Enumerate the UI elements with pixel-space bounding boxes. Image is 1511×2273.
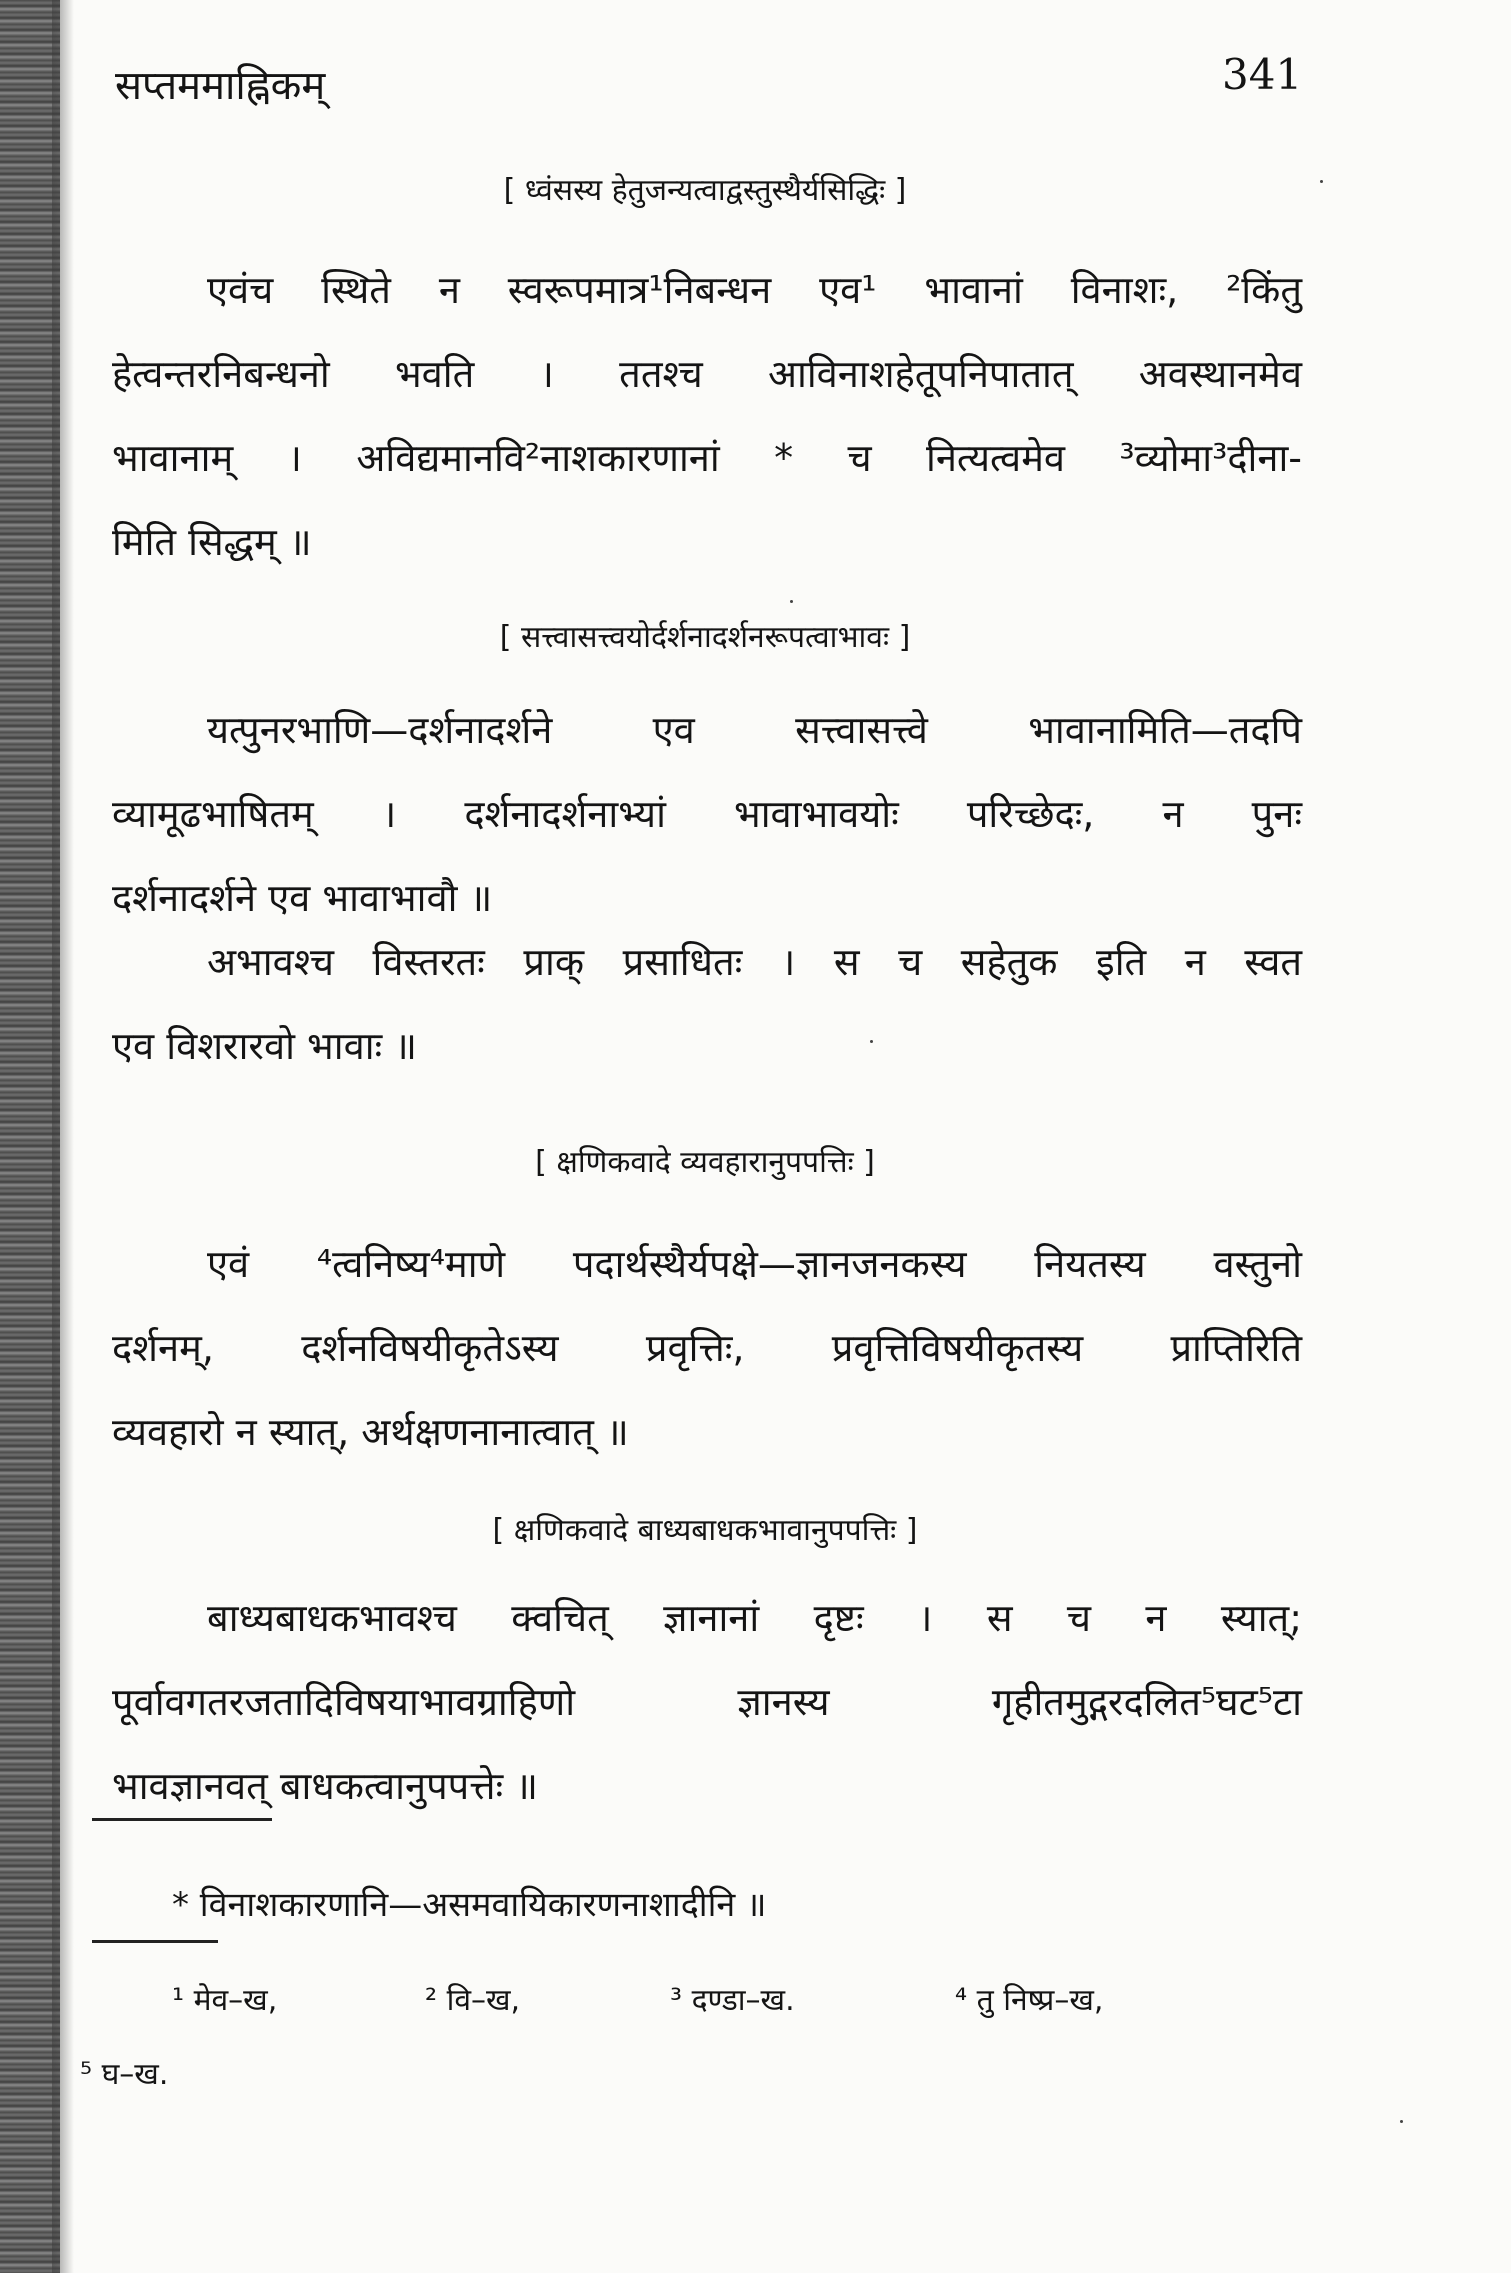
text-line: व्यामूढभाषितम् । दर्शनादर्शनाभ्यां भावाभावयोः परिच्छेदः, न पुनः xyxy=(112,792,1302,836)
variants-rule xyxy=(92,1940,218,1943)
section-heading: [ ध्वंसस्य हेतुजन्यत्वाद्वस्तुस्थैर्यसिद्धिः ] xyxy=(503,173,907,208)
scan-speck xyxy=(1400,2120,1403,2123)
book-spine-shadow xyxy=(0,0,60,2273)
variant-reading: ³ दण्डा–ख. xyxy=(670,1983,795,2018)
footnote: * विनाशकारणानि—असमवायिकारणनाशादीनि ॥ xyxy=(172,1885,767,1925)
text-line: हेत्वन्तरनिबन्धनो भवति । ततश्च आविनाशहेतूपनिपातात् अवस्थानमेव xyxy=(112,352,1302,396)
variant-reading: ⁵ घ–ख. xyxy=(80,2057,169,2092)
section-heading: [ क्षणिकवादे बाध्यबाधकभावानुपपत्तिः ] xyxy=(492,1513,918,1548)
text-line: व्यवहारो न स्यात्, अर्थक्षणनानात्वात् ॥ xyxy=(112,1410,629,1454)
text-line: एवं ⁴त्वनिष्य⁴माणे पदार्थस्थैर्यपक्षे—ज्ञानजनकस्य नियतस्य वस्तुनो xyxy=(207,1242,1302,1286)
page-number: 341 xyxy=(1222,50,1303,99)
footnote-rule xyxy=(92,1818,272,1821)
paragraph xyxy=(112,688,1302,940)
text-line: दर्शनम्, दर्शनविषयीकृतेऽस्य प्रवृत्तिः, प्रवृत्तिविषयीकृतस्य प्राप्तिरिति xyxy=(112,1326,1302,1370)
scan-speck xyxy=(790,600,793,603)
text-line: पूर्वावगतरजतादिविषयाभावग्राहिणो ज्ञानस्य गृहीतमुद्गरदलित⁵घट⁵टा xyxy=(112,1680,1302,1724)
text-line: दर्शनादर्शने एव भावाभावौ ॥ xyxy=(112,876,493,920)
paragraph xyxy=(112,1576,1302,1828)
text-line: भावानाम् । अविद्यमानवि²नाशकारणानां * च नित्यत्वमेव ³व्योमा³दीना- xyxy=(112,436,1302,480)
scan-speck xyxy=(870,1040,873,1043)
text-line: एवंच स्थिते न स्वरूपमात्र¹निबन्धन एव¹ भावानां विनाशः, ²किंतु xyxy=(207,268,1302,312)
paragraph xyxy=(112,920,1302,1088)
text-line: यत्पुनरभाणि—दर्शनादर्शने एव सत्त्वासत्त्वे भावानामिति—तदपि xyxy=(207,708,1302,752)
section-heading: [ सत्त्वासत्त्वयोर्दर्शनादर्शनरूपत्वाभावः ] xyxy=(499,620,911,655)
text-line: बाध्यबाधकभावश्च क्वचित् ज्ञानानां दृष्टः । स च न स्यात्; xyxy=(207,1596,1302,1640)
text-line: एव विशरारवो भावाः ॥ xyxy=(112,1024,418,1068)
variant-reading: ⁴ तु निष्प्र–ख, xyxy=(955,1983,1104,2018)
text-line: भावज्ञानवत् बाधकत्वानुपपत्तेः ॥ xyxy=(112,1764,539,1808)
paragraph xyxy=(112,248,1302,584)
paragraph xyxy=(112,1222,1302,1474)
running-head: सप्तममाह्निकम् xyxy=(115,63,326,109)
text-line: अभावश्च विस्तरतः प्राक् प्रसाधितः । स च सहेतुक इति न स्वत xyxy=(207,940,1302,984)
variant-reading: ¹ मेव–ख, xyxy=(172,1983,278,2018)
section-heading: [ क्षणिकवादे व्यवहारानुपपत्तिः ] xyxy=(535,1145,875,1180)
spine-edge-shadow xyxy=(52,0,74,2273)
variant-reading: ² वि–ख, xyxy=(425,1983,521,2018)
scan-speck xyxy=(1320,180,1323,183)
text-line: मिति सिद्धम् ॥ xyxy=(112,520,312,564)
